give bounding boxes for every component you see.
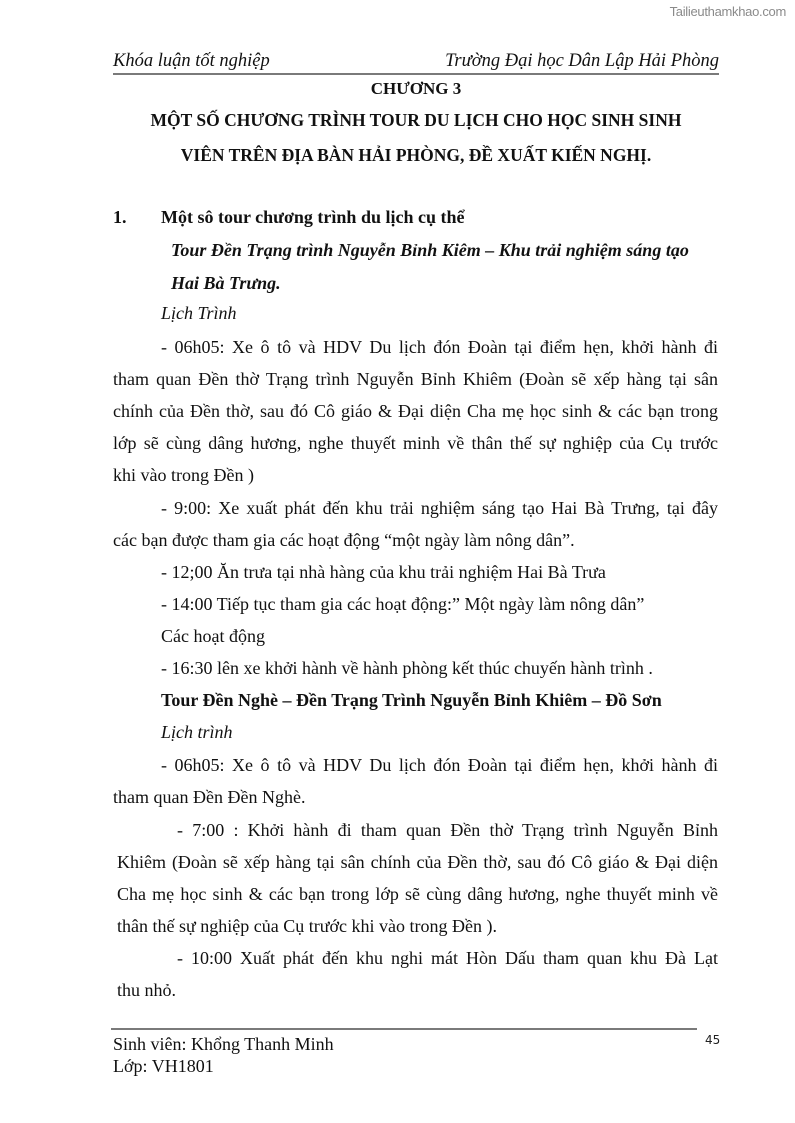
chapter-title-line-2: VIÊN TRÊN ĐỊA BÀN HẢI PHÒNG, ĐỀ XUẤT KIẾN NGHỊ. (180, 145, 652, 165)
tour1-line: khi vào trong Đền ) (113, 465, 254, 485)
tour2-line: Cha mẹ học sinh & các bạn trong lớp sẽ cùng dâng hương, nghe thuyết minh về (117, 884, 718, 904)
tour1-line: - 9:00: Xe xuất phát đến khu trải nghiệm sáng tạo Hai Bà Trưng, tại đây (161, 498, 718, 518)
tour1-line: - 16:30 lên xe khởi hành về hành phòng kết thúc chuyến hành trình . (161, 658, 653, 678)
tour1-line: - 14:00 Tiếp tục tham gia các hoạt động:” Một ngày làm nông dân” (161, 594, 645, 614)
header-left: Khóa luận tốt nghiệp (113, 51, 270, 71)
page-header (113, 50, 719, 75)
tour2-line: - 7:00 : Khởi hành đi tham quan Đền thờ Trạng trình Nguyễn Bỉnh (177, 820, 718, 840)
chapter-title-line-1: MỘT SỐ CHƯƠNG TRÌNH TOUR DU LỊCH CHO HỌC SINH SINH (150, 110, 682, 130)
section-number: 1. (113, 207, 127, 227)
tour2-line: thu nhỏ. (117, 980, 177, 1000)
tour1-line: Các hoạt động (161, 626, 265, 646)
tour2-line: Khiêm (Đoàn sẽ xếp hàng tại sân chính của Đền thờ, sau đó Cô giáo & Đại diện (117, 852, 718, 872)
tour1-schedule-label: Lịch Trình (161, 303, 237, 323)
tour1-line: lớp sẽ cùng dâng hương, nghe thuyết minh về thân thế sự nghiệp của Cụ trước (113, 433, 718, 453)
tour1-title-line-2: Hai Bà Trưng. (171, 273, 281, 293)
footer-student: Sinh viên: Khổng Thanh Minh (113, 1034, 334, 1054)
tour1-line: các bạn được tham gia các hoạt động “một ngày làm nông dân”. (113, 530, 575, 550)
header-right: Trường Đại học Dân Lập Hải Phòng (445, 51, 719, 71)
page-number: 45 (705, 1033, 721, 1047)
tour2-line: - 06h05: Xe ô tô và HDV Du lịch đón Đoàn tại điểm hẹn, khởi hành đi (161, 755, 718, 775)
tour1-line: - 12;00 Ăn trưa tại nhà hàng của khu trải nghiệm Hai Bà Trưa (161, 562, 606, 582)
tour2-line: - 10:00 Xuất phát đến khu nghi mát Hòn Dấu tham quan khu Đà Lạt (177, 948, 718, 968)
footer-divider (111, 1028, 697, 1030)
tour2-line: thân thế sự nghiệp của Cụ trước khi vào trong Đền ). (117, 916, 497, 936)
chapter-number: CHƯƠNG 3 (370, 79, 462, 98)
tour2-line: tham quan Đền Đền Nghè. (113, 787, 306, 807)
tour1-title-line-1: Tour Đền Trạng trình Nguyễn Bỉnh Kiêm – Khu trải nghiệm sáng tạo (171, 240, 689, 260)
tour1-line: chính của Đền thờ, sau đó Cô giáo & Đại diện Cha mẹ học sinh & các bạn trong (113, 401, 718, 421)
section-title: Một sô tour chương trình du lịch cụ thể (161, 207, 465, 227)
tour1-line: tham quan Đền thờ Trạng trình Nguyễn Bỉnh Khiêm (Đoàn sẽ xếp hàng tại sân (113, 369, 718, 389)
watermark: Tailieuthamkhao.com (669, 4, 786, 19)
tour2-schedule-label: Lịch trình (161, 722, 233, 742)
tour2-title: Tour Đền Nghè – Đền Trạng Trình Nguyễn Bỉnh Khiêm – Đồ Sơn (161, 690, 662, 710)
tour1-line: - 06h05: Xe ô tô và HDV Du lịch đón Đoàn tại điểm hẹn, khởi hành đi (161, 337, 718, 357)
footer-class: Lớp: VH1801 (113, 1056, 214, 1076)
